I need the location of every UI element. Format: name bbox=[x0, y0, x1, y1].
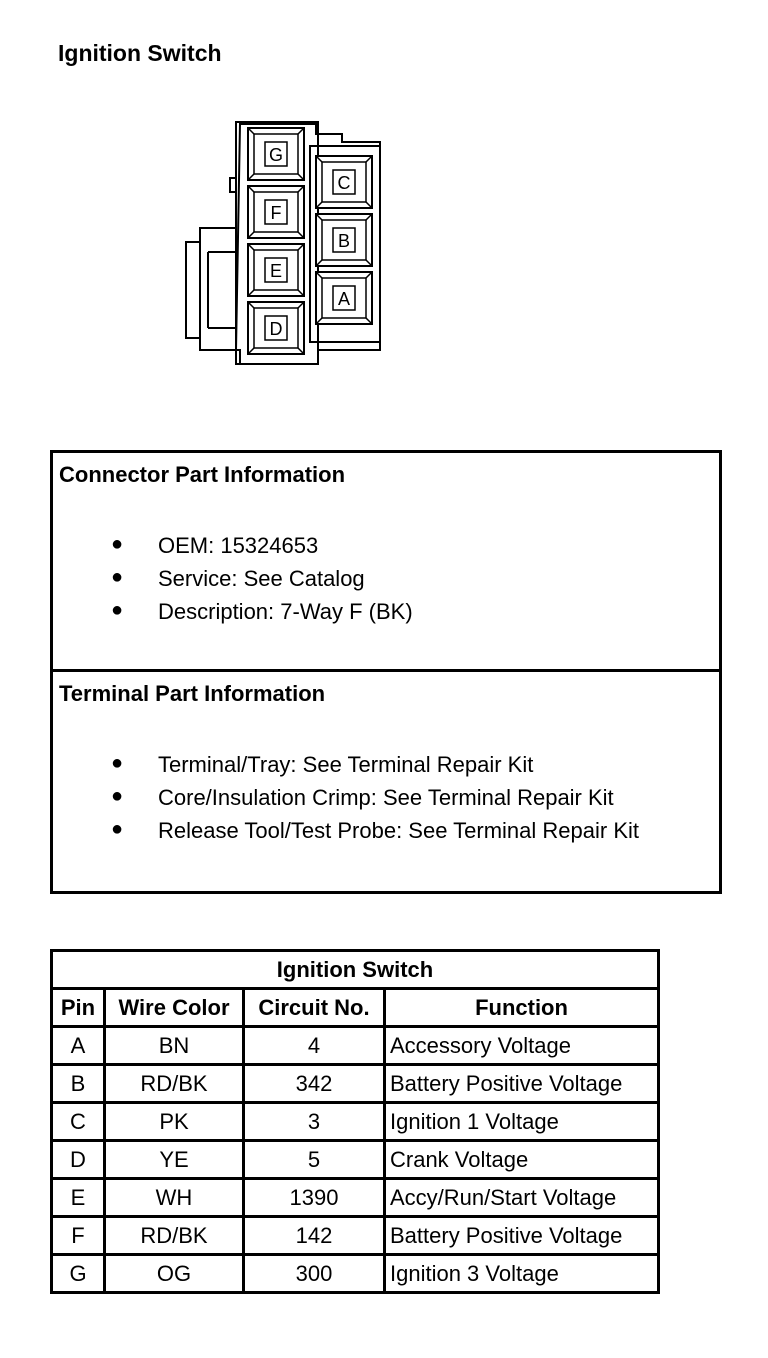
page-title: Ignition Switch bbox=[58, 40, 222, 66]
function-cell: Accy/Run/Start Voltage bbox=[385, 1179, 659, 1217]
bullet-icon: ● bbox=[111, 752, 124, 774]
table-row bbox=[52, 1217, 659, 1255]
circuit-number-cell: 142 bbox=[244, 1217, 385, 1255]
function-cell: Ignition 1 Voltage bbox=[385, 1103, 659, 1141]
table-row bbox=[52, 1141, 659, 1179]
connector-cavity bbox=[316, 156, 372, 208]
table-row bbox=[52, 1179, 659, 1217]
wire-color-cell: YE bbox=[105, 1141, 244, 1179]
circuit-number-cell: 342 bbox=[244, 1065, 385, 1103]
bullet-icon: ● bbox=[111, 566, 124, 588]
wire-color-cell: OG bbox=[105, 1255, 244, 1293]
wire-color-cell: BN bbox=[105, 1027, 244, 1065]
connector-latch-tab bbox=[230, 178, 236, 192]
function-cell: Battery Positive Voltage bbox=[385, 1065, 659, 1103]
bullet-icon: ● bbox=[111, 818, 124, 840]
table-row bbox=[52, 1255, 659, 1293]
connector-face-diagram bbox=[180, 118, 390, 373]
wire-color-cell: PK bbox=[105, 1103, 244, 1141]
pin-cell: F bbox=[52, 1217, 105, 1255]
column-header-pin: Pin bbox=[52, 989, 105, 1027]
pin-cell: C bbox=[52, 1103, 105, 1141]
connector-part-information-box: Connector Part Information ● OEM: 15324653 ● Service: See Catalog ● Description: 7-Way F (BK) bbox=[50, 450, 722, 672]
column-header-function: Function bbox=[385, 989, 659, 1027]
connector-part-information-heading: Connector Part Information bbox=[59, 462, 346, 487]
circuit-number-cell: 3 bbox=[244, 1103, 385, 1141]
bullet-icon: ● bbox=[111, 533, 124, 555]
table-row bbox=[52, 1103, 659, 1141]
connector-cavity bbox=[316, 214, 372, 266]
circuit-number-cell: 4 bbox=[244, 1027, 385, 1065]
function-cell: Ignition 3 Voltage bbox=[385, 1255, 659, 1293]
pin-table bbox=[50, 949, 660, 1294]
wire-color-cell: RD/BK bbox=[105, 1065, 244, 1103]
pin-table-header-row bbox=[52, 989, 659, 1027]
bullet-icon: ● bbox=[111, 785, 124, 807]
cavity-label: F bbox=[270, 203, 282, 223]
terminal-part-information-box: Terminal Part Information ● Terminal/Tray: See Terminal Repair Kit ● Core/Insulation Crimp: See Terminal Repair Kit ● Release Tool/Test Probe: See Terminal Repair Kit bbox=[50, 669, 722, 894]
connector-cavity bbox=[248, 244, 304, 296]
connector-cavity bbox=[248, 186, 304, 238]
cavity-label: G bbox=[268, 145, 284, 165]
connector-cavity bbox=[248, 302, 304, 354]
connector-side-lock bbox=[186, 228, 236, 350]
pin-cell: A bbox=[52, 1027, 105, 1065]
wire-color-cell: WH bbox=[105, 1179, 244, 1217]
pin-cell: G bbox=[52, 1255, 105, 1293]
cavity-label: D bbox=[269, 319, 283, 339]
column-header-circuit-no: Circuit No. bbox=[244, 989, 385, 1027]
bullet-icon: ● bbox=[111, 599, 124, 621]
connector-cavity bbox=[248, 128, 304, 180]
function-cell: Battery Positive Voltage bbox=[385, 1217, 659, 1255]
connector-cavity bbox=[316, 272, 372, 324]
pin-cell: E bbox=[52, 1179, 105, 1217]
cavity-label: C bbox=[337, 173, 351, 193]
circuit-number-cell: 5 bbox=[244, 1141, 385, 1179]
column-header-wire-color: Wire Color bbox=[105, 989, 244, 1027]
pin-cell: D bbox=[52, 1141, 105, 1179]
wire-color-cell: RD/BK bbox=[105, 1217, 244, 1255]
table-row bbox=[52, 1065, 659, 1103]
cavity-label: B bbox=[337, 231, 351, 251]
circuit-number-cell: 1390 bbox=[244, 1179, 385, 1217]
cavity-label: E bbox=[269, 261, 283, 281]
cavity-label: A bbox=[337, 289, 351, 309]
pin-cell: B bbox=[52, 1065, 105, 1103]
function-cell: Accessory Voltage bbox=[385, 1027, 659, 1065]
circuit-number-cell: 300 bbox=[244, 1255, 385, 1293]
pin-table-title-row bbox=[52, 951, 659, 989]
terminal-part-information-heading: Terminal Part Information bbox=[59, 681, 326, 706]
table-row bbox=[52, 1027, 659, 1065]
function-cell: Crank Voltage bbox=[385, 1141, 659, 1179]
pin-table-title: Ignition Switch bbox=[52, 951, 659, 989]
